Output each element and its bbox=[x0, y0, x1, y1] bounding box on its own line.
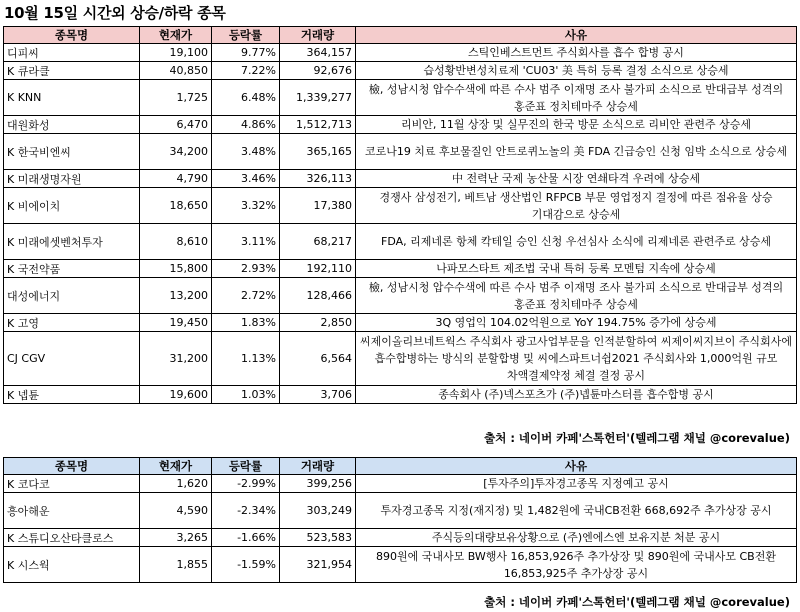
stock-name: 대원화성 bbox=[4, 116, 140, 134]
change-rate: 2.72% bbox=[212, 278, 280, 314]
table-row bbox=[4, 188, 797, 224]
reason-text: 경쟁사 삼성전기, 베트남 생산법인 RFPCB 부문 영업정지 결정에 따른 점유율 상승 기대감으로 상승세 bbox=[356, 188, 797, 224]
change-rate: -1.66% bbox=[212, 529, 280, 547]
stock-name: K 시스웍 bbox=[4, 547, 140, 583]
stock-name: K KNN bbox=[4, 80, 140, 116]
stock-name: K 넵튠 bbox=[4, 386, 140, 404]
header-volume: 거래량 bbox=[280, 27, 356, 44]
reason-text: 코로나19 치료 후보물질인 안트로퀴노놀의 美 FDA 긴급승인 신청 임박 소식으로 상승세 bbox=[356, 134, 797, 170]
reason-text: 씨제이올리브네트웍스 주식회사 광고사업부문을 인적분할하여 씨제이씨지브이 주식회사에 흡수합병하는 방식의 분할합병 및 씨에스파트너쉽2021 주식회사와 1,000억원 규모 차액결제약정 체결 결정 공시 bbox=[356, 332, 797, 386]
table-row bbox=[4, 170, 797, 188]
current-price: 4,590 bbox=[140, 493, 212, 529]
table-row bbox=[4, 224, 797, 260]
current-price: 1,725 bbox=[140, 80, 212, 116]
header-price: 현재가 bbox=[140, 458, 212, 475]
current-price: 8,610 bbox=[140, 224, 212, 260]
trading-volume: 523,583 bbox=[280, 529, 356, 547]
reason-text: 습성황반변성치료제 'CU03' 美 특허 등록 결정 소식으로 상승세 bbox=[356, 62, 797, 80]
stock-name: K 미래에셋벤처투자 bbox=[4, 224, 140, 260]
current-price: 1,855 bbox=[140, 547, 212, 583]
current-price: 19,600 bbox=[140, 386, 212, 404]
table-row bbox=[4, 529, 797, 547]
stock-name: CJ CGV bbox=[4, 332, 140, 386]
current-price: 19,100 bbox=[140, 44, 212, 62]
header-change: 등락률 bbox=[212, 27, 280, 44]
table-row bbox=[4, 475, 797, 493]
current-price: 6,470 bbox=[140, 116, 212, 134]
table-row bbox=[4, 116, 797, 134]
change-rate: 7.22% bbox=[212, 62, 280, 80]
current-price: 31,200 bbox=[140, 332, 212, 386]
stock-name: K 미래생명자원 bbox=[4, 170, 140, 188]
reason-text: 檢, 성남시청 압수수색에 따른 수사 범주 이재명 조사 불가피 소식으로 반대급부 성격의 홍준표 정치테마주 상승세 bbox=[356, 278, 797, 314]
change-rate: 3.32% bbox=[212, 188, 280, 224]
trading-volume: 1,339,277 bbox=[280, 80, 356, 116]
table-row bbox=[4, 314, 797, 332]
change-rate: 1.03% bbox=[212, 386, 280, 404]
header-name: 종목명 bbox=[4, 458, 140, 475]
table-row bbox=[4, 62, 797, 80]
stock-name: K 한국비엔씨 bbox=[4, 134, 140, 170]
trading-volume: 2,850 bbox=[280, 314, 356, 332]
reason-text: 주식등의대량보유상황으로 (주)엔에스엔 보유지분 처분 공시 bbox=[356, 529, 797, 547]
source-note: 출처 : 네이버 카페'스톡헌터'(텔레그램 채널 @corevalue) bbox=[484, 431, 790, 445]
reason-text: 中 전력난 국제 농산물 시장 연쇄타격 우려에 상승세 bbox=[356, 170, 797, 188]
change-rate: -1.59% bbox=[212, 547, 280, 583]
change-rate: -2.34% bbox=[212, 493, 280, 529]
table-row bbox=[4, 493, 797, 529]
reason-text: 3Q 영업익 104.02억원으로 YoY 194.75% 증가에 상승세 bbox=[356, 314, 797, 332]
reason-text: [투자주의]투자경고종목 지정예고 공시 bbox=[356, 475, 797, 493]
reason-text: 스틱인베스트먼트 주식회사를 흡수 합병 공시 bbox=[356, 44, 797, 62]
stock-name: K 큐라클 bbox=[4, 62, 140, 80]
trading-volume: 17,380 bbox=[280, 188, 356, 224]
trading-volume: 303,249 bbox=[280, 493, 356, 529]
trading-volume: 68,217 bbox=[280, 224, 356, 260]
change-rate: 2.93% bbox=[212, 260, 280, 278]
current-price: 13,200 bbox=[140, 278, 212, 314]
reason-text: 투자경고종목 지정(재지정) 및 1,482원에 국내CB전환 668,692주 추가상장 공시 bbox=[356, 493, 797, 529]
table-row bbox=[4, 386, 797, 404]
stock-name: 대성에너지 bbox=[4, 278, 140, 314]
trading-volume: 321,954 bbox=[280, 547, 356, 583]
trading-volume: 3,706 bbox=[280, 386, 356, 404]
current-price: 40,850 bbox=[140, 62, 212, 80]
header-change: 등락률 bbox=[212, 458, 280, 475]
header-reason: 사유 bbox=[356, 458, 797, 475]
change-rate: 3.48% bbox=[212, 134, 280, 170]
header-volume: 거래량 bbox=[280, 458, 356, 475]
page-title: 10월 15일 시간외 상승/하락 종목 bbox=[4, 4, 226, 22]
change-rate: 4.86% bbox=[212, 116, 280, 134]
trading-volume: 326,113 bbox=[280, 170, 356, 188]
trading-volume: 365,165 bbox=[280, 134, 356, 170]
change-rate: 9.77% bbox=[212, 44, 280, 62]
current-price: 18,650 bbox=[140, 188, 212, 224]
reason-text: 리비안, 11월 상장 및 실무진의 한국 방문 소식으로 리비안 관련주 상승세 bbox=[356, 116, 797, 134]
table-row bbox=[4, 134, 797, 170]
trading-volume: 1,512,713 bbox=[280, 116, 356, 134]
reason-text: 檢, 성남시청 압수수색에 따른 수사 범주 이재명 조사 불가피 소식으로 반대급부 성격의 홍준표 정치테마주 상승세 bbox=[356, 80, 797, 116]
header-reason: 사유 bbox=[356, 27, 797, 44]
stock-name: K 고영 bbox=[4, 314, 140, 332]
rising-stocks-table bbox=[3, 26, 797, 404]
stock-name: 디피씨 bbox=[4, 44, 140, 62]
current-price: 1,620 bbox=[140, 475, 212, 493]
change-rate: 3.46% bbox=[212, 170, 280, 188]
reason-text: FDA, 리제네론 항체 칵테일 승인 신청 우선심사 소식에 리제네론 관련주로 상승세 bbox=[356, 224, 797, 260]
current-price: 19,450 bbox=[140, 314, 212, 332]
table-row bbox=[4, 80, 797, 116]
table-row bbox=[4, 44, 797, 62]
header-price: 현재가 bbox=[140, 27, 212, 44]
trading-volume: 364,157 bbox=[280, 44, 356, 62]
change-rate: -2.99% bbox=[212, 475, 280, 493]
change-rate: 1.13% bbox=[212, 332, 280, 386]
current-price: 34,200 bbox=[140, 134, 212, 170]
trading-volume: 399,256 bbox=[280, 475, 356, 493]
header-name: 종목명 bbox=[4, 27, 140, 44]
stock-name: 흥아해운 bbox=[4, 493, 140, 529]
table-row bbox=[4, 332, 797, 386]
table-row bbox=[4, 547, 797, 583]
source-note: 출처 : 네이버 카페'스톡헌터'(텔레그램 채널 @corevalue) bbox=[484, 595, 790, 609]
trading-volume: 6,564 bbox=[280, 332, 356, 386]
change-rate: 6.48% bbox=[212, 80, 280, 116]
current-price: 15,800 bbox=[140, 260, 212, 278]
change-rate: 3.11% bbox=[212, 224, 280, 260]
current-price: 3,265 bbox=[140, 529, 212, 547]
stock-name: K 코다코 bbox=[4, 475, 140, 493]
trading-volume: 192,110 bbox=[280, 260, 356, 278]
change-rate: 1.83% bbox=[212, 314, 280, 332]
trading-volume: 92,676 bbox=[280, 62, 356, 80]
trading-volume: 128,466 bbox=[280, 278, 356, 314]
stock-name: K 비에이치 bbox=[4, 188, 140, 224]
table-row bbox=[4, 278, 797, 314]
stock-name: K 국전약품 bbox=[4, 260, 140, 278]
table-row bbox=[4, 260, 797, 278]
reason-text: 890원에 국내사모 BW행사 16,853,926주 추가상장 및 890원에 국내사모 CB전환 16,853,925주 추가상장 공시 bbox=[356, 547, 797, 583]
current-price: 4,790 bbox=[140, 170, 212, 188]
falling-stocks-table bbox=[3, 457, 797, 583]
reason-text: 종속회사 (주)넥스포츠가 (주)넵튠마스터를 흡수합병 공시 bbox=[356, 386, 797, 404]
reason-text: 나파모스타트 제조법 국내 특허 등록 모멘텀 지속에 상승세 bbox=[356, 260, 797, 278]
stock-name: K 스튜디오산타클로스 bbox=[4, 529, 140, 547]
